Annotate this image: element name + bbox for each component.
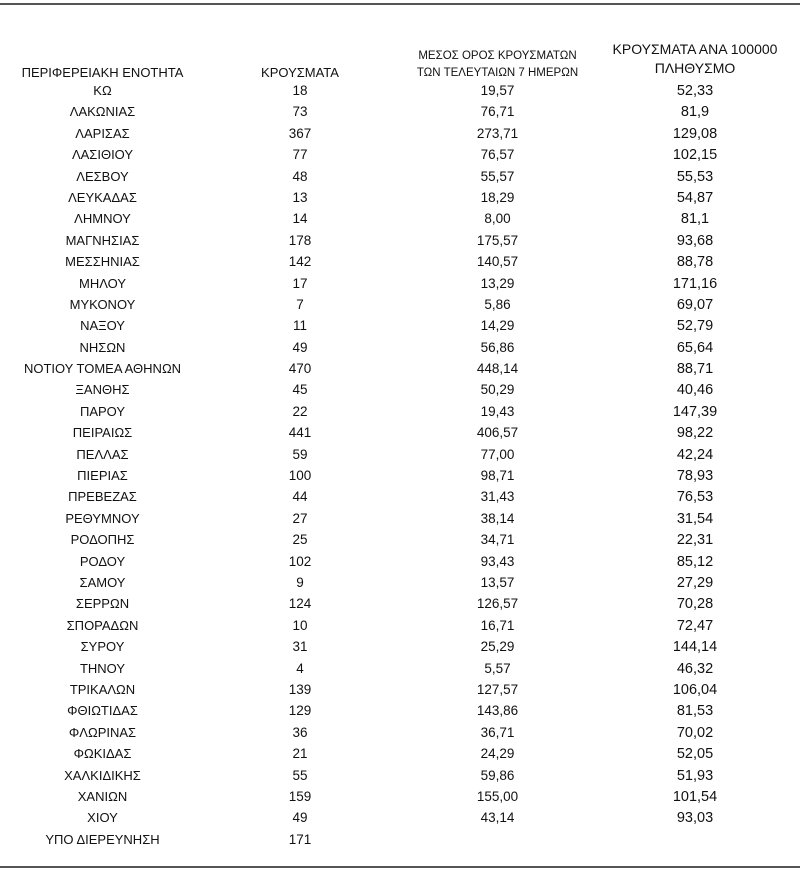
cell-region: ΠΕΛΛΑΣ [76, 446, 129, 462]
cell-per100k: 93,68 [676, 232, 714, 249]
cell-cases: 13 [292, 189, 308, 205]
header-per100k [600, 40, 790, 82]
cell-per100k: 144,14 [672, 639, 718, 656]
cell-per100k: 31,54 [676, 510, 714, 527]
cell-per100k: 40,46 [676, 382, 714, 399]
cell-cases: 470 [288, 361, 312, 377]
cell-avg7: 34,71 [480, 532, 515, 548]
cell-per100k: 52,05 [676, 746, 714, 763]
cell-per100k: 52,79 [676, 318, 714, 335]
cell-region: ΛΑΣΙΘΙΟΥ [71, 147, 134, 163]
cell-cases: 49 [292, 339, 308, 355]
cell-cases: 124 [288, 596, 312, 612]
table-row [0, 422, 800, 443]
cell-region: ΚΩ [93, 83, 112, 98]
cell-per100k: 69,07 [676, 296, 714, 313]
cell-per100k: 65,64 [676, 339, 714, 356]
cell-region: ΣΑΜΟΥ [79, 574, 126, 590]
cell-region: ΛΕΣΒΟΥ [76, 168, 129, 184]
cell-region: ΠΑΡΟΥ [79, 403, 126, 419]
cell-per100k: 78,93 [676, 468, 714, 485]
cell-avg7: 77,00 [480, 446, 515, 462]
cell-cases: 159 [288, 788, 312, 804]
cell-avg7: 55,57 [480, 168, 515, 184]
table-row [0, 315, 800, 336]
table-row [0, 80, 800, 101]
cell-region: ΞΑΝΘΗΣ [75, 382, 130, 398]
cell-region: ΦΩΚΙΔΑΣ [73, 746, 132, 762]
table-row [0, 508, 800, 529]
cell-region: ΡΟΔΟΠΗΣ [70, 532, 135, 548]
cell-per100k: 22,31 [676, 532, 714, 549]
top-rule [0, 3, 800, 5]
table-row [0, 187, 800, 208]
cell-per100k: 88,78 [676, 254, 714, 271]
cell-avg7: 14,29 [480, 318, 515, 334]
cell-cases: 178 [288, 232, 312, 248]
cell-cases: 49 [292, 810, 308, 826]
cell-region: ΜΗΛΟΥ [79, 275, 126, 291]
table-row [0, 144, 800, 165]
cell-region: ΛΕΥΚΑΔΑΣ [68, 189, 137, 205]
table-row [0, 679, 800, 700]
cell-cases: 25 [292, 532, 308, 548]
cell-cases: 17 [292, 275, 308, 291]
cell-cases: 48 [292, 168, 308, 184]
header-per100k-line1: ΚΡΟΥΣΜΑΤΑ ΑΝΑ 100000 [612, 41, 778, 57]
cell-per100k: 52,33 [676, 83, 714, 99]
cell-avg7: 19,43 [480, 403, 515, 419]
table-row [0, 101, 800, 122]
cell-cases: 36 [292, 724, 308, 740]
cell-avg7: 16,71 [480, 617, 515, 633]
cell-cases: 21 [292, 746, 308, 762]
table-row [0, 230, 800, 251]
cell-cases: 9 [296, 574, 304, 590]
cell-avg7: 31,43 [480, 489, 515, 505]
cell-avg7: 25,29 [480, 639, 515, 655]
table-row [0, 123, 800, 144]
cell-cases: 44 [292, 489, 308, 505]
header-per100k-line2: ΠΛΗΘΥΣΜΟ [654, 60, 736, 76]
cell-avg7: 19,57 [480, 83, 515, 98]
cell-cases: 171 [288, 831, 312, 847]
table-header [0, 36, 800, 82]
table-row [0, 486, 800, 507]
cell-per100k: 85,12 [676, 553, 714, 570]
table-row [0, 379, 800, 400]
cell-avg7: 5,57 [484, 660, 511, 676]
cell-cases: 129 [288, 703, 312, 719]
cell-per100k: 27,29 [676, 574, 714, 591]
cell-avg7: 140,57 [476, 254, 519, 270]
cell-cases: 142 [288, 254, 312, 270]
cell-per100k: 70,02 [676, 724, 714, 741]
cell-avg7: 98,71 [480, 468, 515, 484]
cell-region: ΦΘΙΩΤΙΔΑΣ [67, 703, 138, 719]
cell-region: ΧΙΟΥ [87, 810, 118, 826]
cell-per100k: 93,03 [676, 810, 714, 827]
table-row [0, 444, 800, 465]
cell-region: ΥΠΟ ΔΙΕΡΕΥΝΗΣΗ [45, 831, 160, 847]
cell-per100k: 72,47 [676, 617, 714, 634]
cell-region: ΧΑΝΙΩΝ [77, 788, 128, 804]
cell-avg7: 24,29 [480, 746, 515, 762]
cell-region: ΜΑΓΝΗΣΙΑΣ [65, 232, 140, 248]
cell-per100k: 88,71 [676, 361, 714, 378]
cell-per100k: 98,22 [676, 425, 714, 442]
cell-per100k: 81,53 [676, 703, 714, 720]
cell-region: ΦΛΩΡΙΝΑΣ [68, 724, 137, 740]
header-avg7-line1: ΜΕΣΟΣ ΟΡΟΣ ΚΡΟΥΣΜΑΤΩΝ [418, 50, 577, 62]
cell-cases: 4 [296, 660, 304, 676]
cell-region: ΜΕΣΣΗΝΙΑΣ [65, 254, 140, 270]
cell-region: ΧΑΛΚΙΔΙΚΗΣ [64, 767, 141, 783]
cell-avg7: 273,71 [476, 125, 519, 141]
cell-region: ΣΠΟΡΑΔΩΝ [66, 617, 139, 633]
table-row [0, 593, 800, 614]
cell-avg7: 50,29 [480, 382, 515, 398]
table-row [0, 722, 800, 743]
cell-avg7: 175,57 [476, 232, 519, 248]
cell-per100k: 147,39 [672, 403, 718, 420]
cell-avg7: 406,57 [476, 425, 519, 441]
cell-avg7: 38,14 [480, 510, 515, 526]
table-row [0, 700, 800, 721]
table-row [0, 294, 800, 315]
cell-region: ΤΗΝΟΥ [79, 660, 126, 676]
cell-cases: 45 [292, 382, 308, 398]
cell-cases: 11 [292, 318, 307, 334]
cell-per100k: 106,04 [672, 681, 718, 698]
cell-per100k: 102,15 [672, 147, 718, 164]
cell-per100k: 129,08 [672, 125, 718, 142]
cell-cases: 139 [288, 681, 312, 697]
cell-per100k: 76,53 [676, 489, 714, 506]
cell-per100k: 171,16 [672, 275, 718, 292]
table-row [0, 615, 800, 636]
table-row [0, 251, 800, 272]
cell-region: ΡΟΔΟΥ [79, 553, 126, 569]
cell-avg7: 13,57 [480, 574, 515, 590]
cell-avg7: 127,57 [476, 681, 519, 697]
cell-avg7: 76,71 [480, 104, 515, 120]
table-row [0, 208, 800, 229]
table-row [0, 529, 800, 550]
cell-region: ΛΗΜΝΟΥ [74, 211, 131, 227]
cell-cases: 441 [288, 425, 312, 441]
table-row [0, 658, 800, 679]
cell-region: ΝΗΣΩΝ [79, 339, 126, 355]
cell-region: ΤΡΙΚΑΛΩΝ [69, 681, 136, 697]
header-cases: ΚΡΟΥΣΜΑΤΑ [261, 65, 339, 80]
table-row [0, 636, 800, 657]
cell-avg7: 56,86 [480, 339, 515, 355]
table-row [0, 551, 800, 572]
cell-avg7: 448,14 [476, 361, 519, 377]
cell-region: ΝΑΞΟΥ [80, 318, 125, 334]
cell-cases: 367 [288, 125, 312, 141]
table-row [0, 273, 800, 294]
table-row [0, 465, 800, 486]
cell-region: ΜΥΚΟΝΟΥ [69, 296, 136, 312]
header-avg7 [400, 48, 595, 82]
cell-avg7: 59,86 [480, 767, 515, 783]
cell-per100k: 42,24 [676, 446, 714, 463]
table-row [0, 166, 800, 187]
table-row [0, 743, 800, 764]
table-row [0, 765, 800, 786]
cell-region: ΠΙΕΡΙΑΣ [77, 468, 128, 484]
cell-region: ΝΟΤΙΟΥ ΤΟΜΕΑ ΑΘΗΝΩΝ [23, 361, 182, 377]
cell-per100k: 81,1 [680, 211, 710, 228]
cell-avg7: 43,14 [480, 810, 515, 826]
table-row [0, 786, 800, 807]
cell-per100k: 46,32 [676, 660, 714, 677]
cell-region: ΛΑΡΙΣΑΣ [75, 125, 130, 141]
cell-region: ΣΥΡΟΥ [80, 639, 125, 655]
table-row [0, 401, 800, 422]
cell-cases: 7 [296, 296, 304, 312]
table-row [0, 572, 800, 593]
table-row [0, 829, 800, 850]
cell-region: ΠΡΕΒΕΖΑΣ [68, 489, 137, 505]
table-row [0, 337, 800, 358]
cell-avg7: 18,29 [480, 189, 515, 205]
header-avg7-line2: ΤΩΝ ΤΕΛΕΥΤΑΙΩΝ 7 ΗΜΕΡΩΝ [416, 67, 579, 79]
cell-cases: 27 [292, 510, 308, 526]
table-row [0, 807, 800, 828]
cell-cases: 73 [292, 104, 308, 120]
cell-avg7: 36,71 [480, 724, 515, 740]
cell-avg7: 5,86 [484, 296, 511, 312]
cell-avg7: 93,43 [480, 553, 515, 569]
cell-cases: 18 [292, 83, 308, 98]
table-body [0, 80, 800, 850]
cell-region: ΠΕΙΡΑΙΩΣ [72, 425, 133, 441]
cell-cases: 55 [292, 767, 308, 783]
cell-per100k: 51,93 [676, 767, 714, 784]
cell-region: ΡΕΘΥΜΝΟΥ [65, 510, 140, 526]
cell-avg7: 143,86 [476, 703, 519, 719]
header-region: ΠΕΡΙΦΕΡΕΙΑΚΗ ΕΝΟΤΗΤΑ [21, 65, 184, 80]
cell-cases: 31 [292, 639, 308, 655]
cell-per100k: 55,53 [676, 168, 714, 185]
cell-avg7: 155,00 [476, 788, 519, 804]
cell-cases: 100 [288, 468, 312, 484]
cell-per100k: 54,87 [676, 189, 714, 206]
cell-region: ΣΕΡΡΩΝ [75, 596, 130, 612]
cell-avg7: 126,57 [476, 596, 519, 612]
cell-cases: 102 [288, 553, 312, 569]
cell-cases: 77 [292, 147, 308, 163]
cell-per100k: 81,9 [680, 104, 710, 121]
cell-per100k: 101,54 [672, 788, 718, 805]
bottom-rule [0, 866, 800, 868]
cell-cases: 59 [292, 446, 308, 462]
cell-avg7: 8,00 [484, 211, 511, 227]
cell-cases: 14 [292, 211, 308, 227]
cell-avg7: 76,57 [480, 147, 515, 163]
table-row [0, 358, 800, 379]
cell-cases: 22 [292, 403, 308, 419]
cell-avg7: 13,29 [480, 275, 515, 291]
cell-region: ΛΑΚΩΝΙΑΣ [69, 104, 136, 120]
cell-per100k: 70,28 [676, 596, 714, 613]
cell-cases: 10 [292, 617, 308, 633]
